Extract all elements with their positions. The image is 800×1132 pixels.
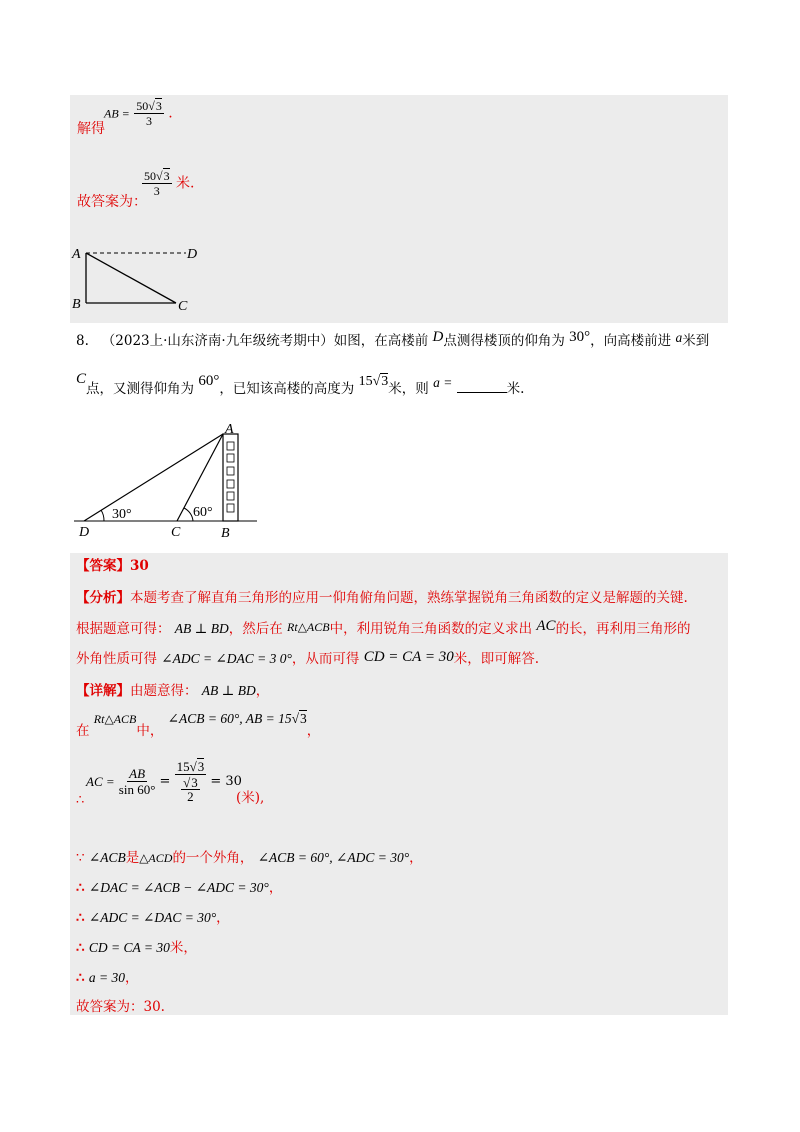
fig1-label-d: D: [187, 247, 198, 262]
fig1-label-b: B: [72, 297, 81, 312]
analysis-line2: 根据题意可得： AB ⊥ BD，然后在 Rt△ACB中，利用锐角三角函数的定义求出 AC的长，再利用三角形的: [76, 618, 691, 637]
fig2-angle-d: 30°: [112, 507, 132, 522]
calc-unit: (米),: [236, 790, 265, 806]
question-8-line1: 8. （2023上·山东济南·九年级统考期中）如图，在高楼前 D点测得楼顶的仰角为 30°，向高楼前进 a米到: [76, 329, 710, 349]
detail-line2: 在 Rt△ACB中， ∠ACB = 60°, AB = 15√3，: [76, 711, 321, 739]
step-2: ∴ ∠DAC = ∠ACB − ∠ADC = 30°，: [76, 880, 283, 896]
calc-therefore: ∴: [76, 793, 85, 808]
final-answer: 故答案为：30.: [76, 999, 165, 1015]
fig2-label-b: B: [221, 526, 230, 541]
fig1-label-c: C: [178, 299, 188, 314]
ab-result: AB = $\frac{50√3}{3}$ .: [104, 99, 173, 128]
fig2-label-d: D: [79, 525, 90, 540]
analysis-line3: 外角性质可得 ∠ADC = ∠DAC = 3 0°，从而可得 CD = CA = 30米，即可解答.: [76, 649, 539, 667]
step-4: ∴ CD = CA = 30米，: [76, 940, 197, 956]
fig2-label-c: C: [171, 525, 181, 540]
figure-building: [70, 420, 270, 545]
question-source: （2023上·山东济南·九年级统考期中）: [101, 333, 334, 349]
answer-blank: [457, 380, 507, 393]
fig2-label-a: A: [225, 422, 234, 437]
fig1-label-a: A: [72, 247, 81, 262]
answer-label-top: 故答案为：: [77, 194, 147, 210]
solve-label: 解得: [77, 121, 105, 137]
figure-rectangle: [70, 240, 210, 315]
answer-value: 30: [130, 558, 149, 574]
fig2-angle-c: 60°: [193, 505, 213, 520]
answer-tag: 【答案】: [76, 558, 130, 574]
step-1: ∵ ∠ACB是△ACD的一个外角， ∠ACB = 60°, ∠ADC = 30°，: [76, 850, 423, 866]
question-8-line2: C点，又测得仰角为 60°，已知该高楼的高度为 15√3米，则 a = 米.: [76, 371, 525, 397]
calc-ac: AC = $\frac{AB}{\sin 60^\circ}$ = 15√3 √3 2 = 30: [86, 759, 242, 804]
analysis-line1: 【分析】本题考查了解直角三角形的应用一仰角俯角问题，熟练掌握锐角三角函数的定义是解题的关键.: [76, 590, 688, 606]
answer-line: [76, 560, 149, 574]
step-3: ∴ ∠ADC = ∠DAC = 30°，: [76, 910, 230, 926]
detail-line1: 【详解】由题意得： AB ⊥ BD，: [76, 683, 270, 699]
step-5: ∴ a = 30，: [76, 970, 139, 986]
answer-value-top: $\frac{50√3}{3}$ 米.: [144, 169, 195, 198]
